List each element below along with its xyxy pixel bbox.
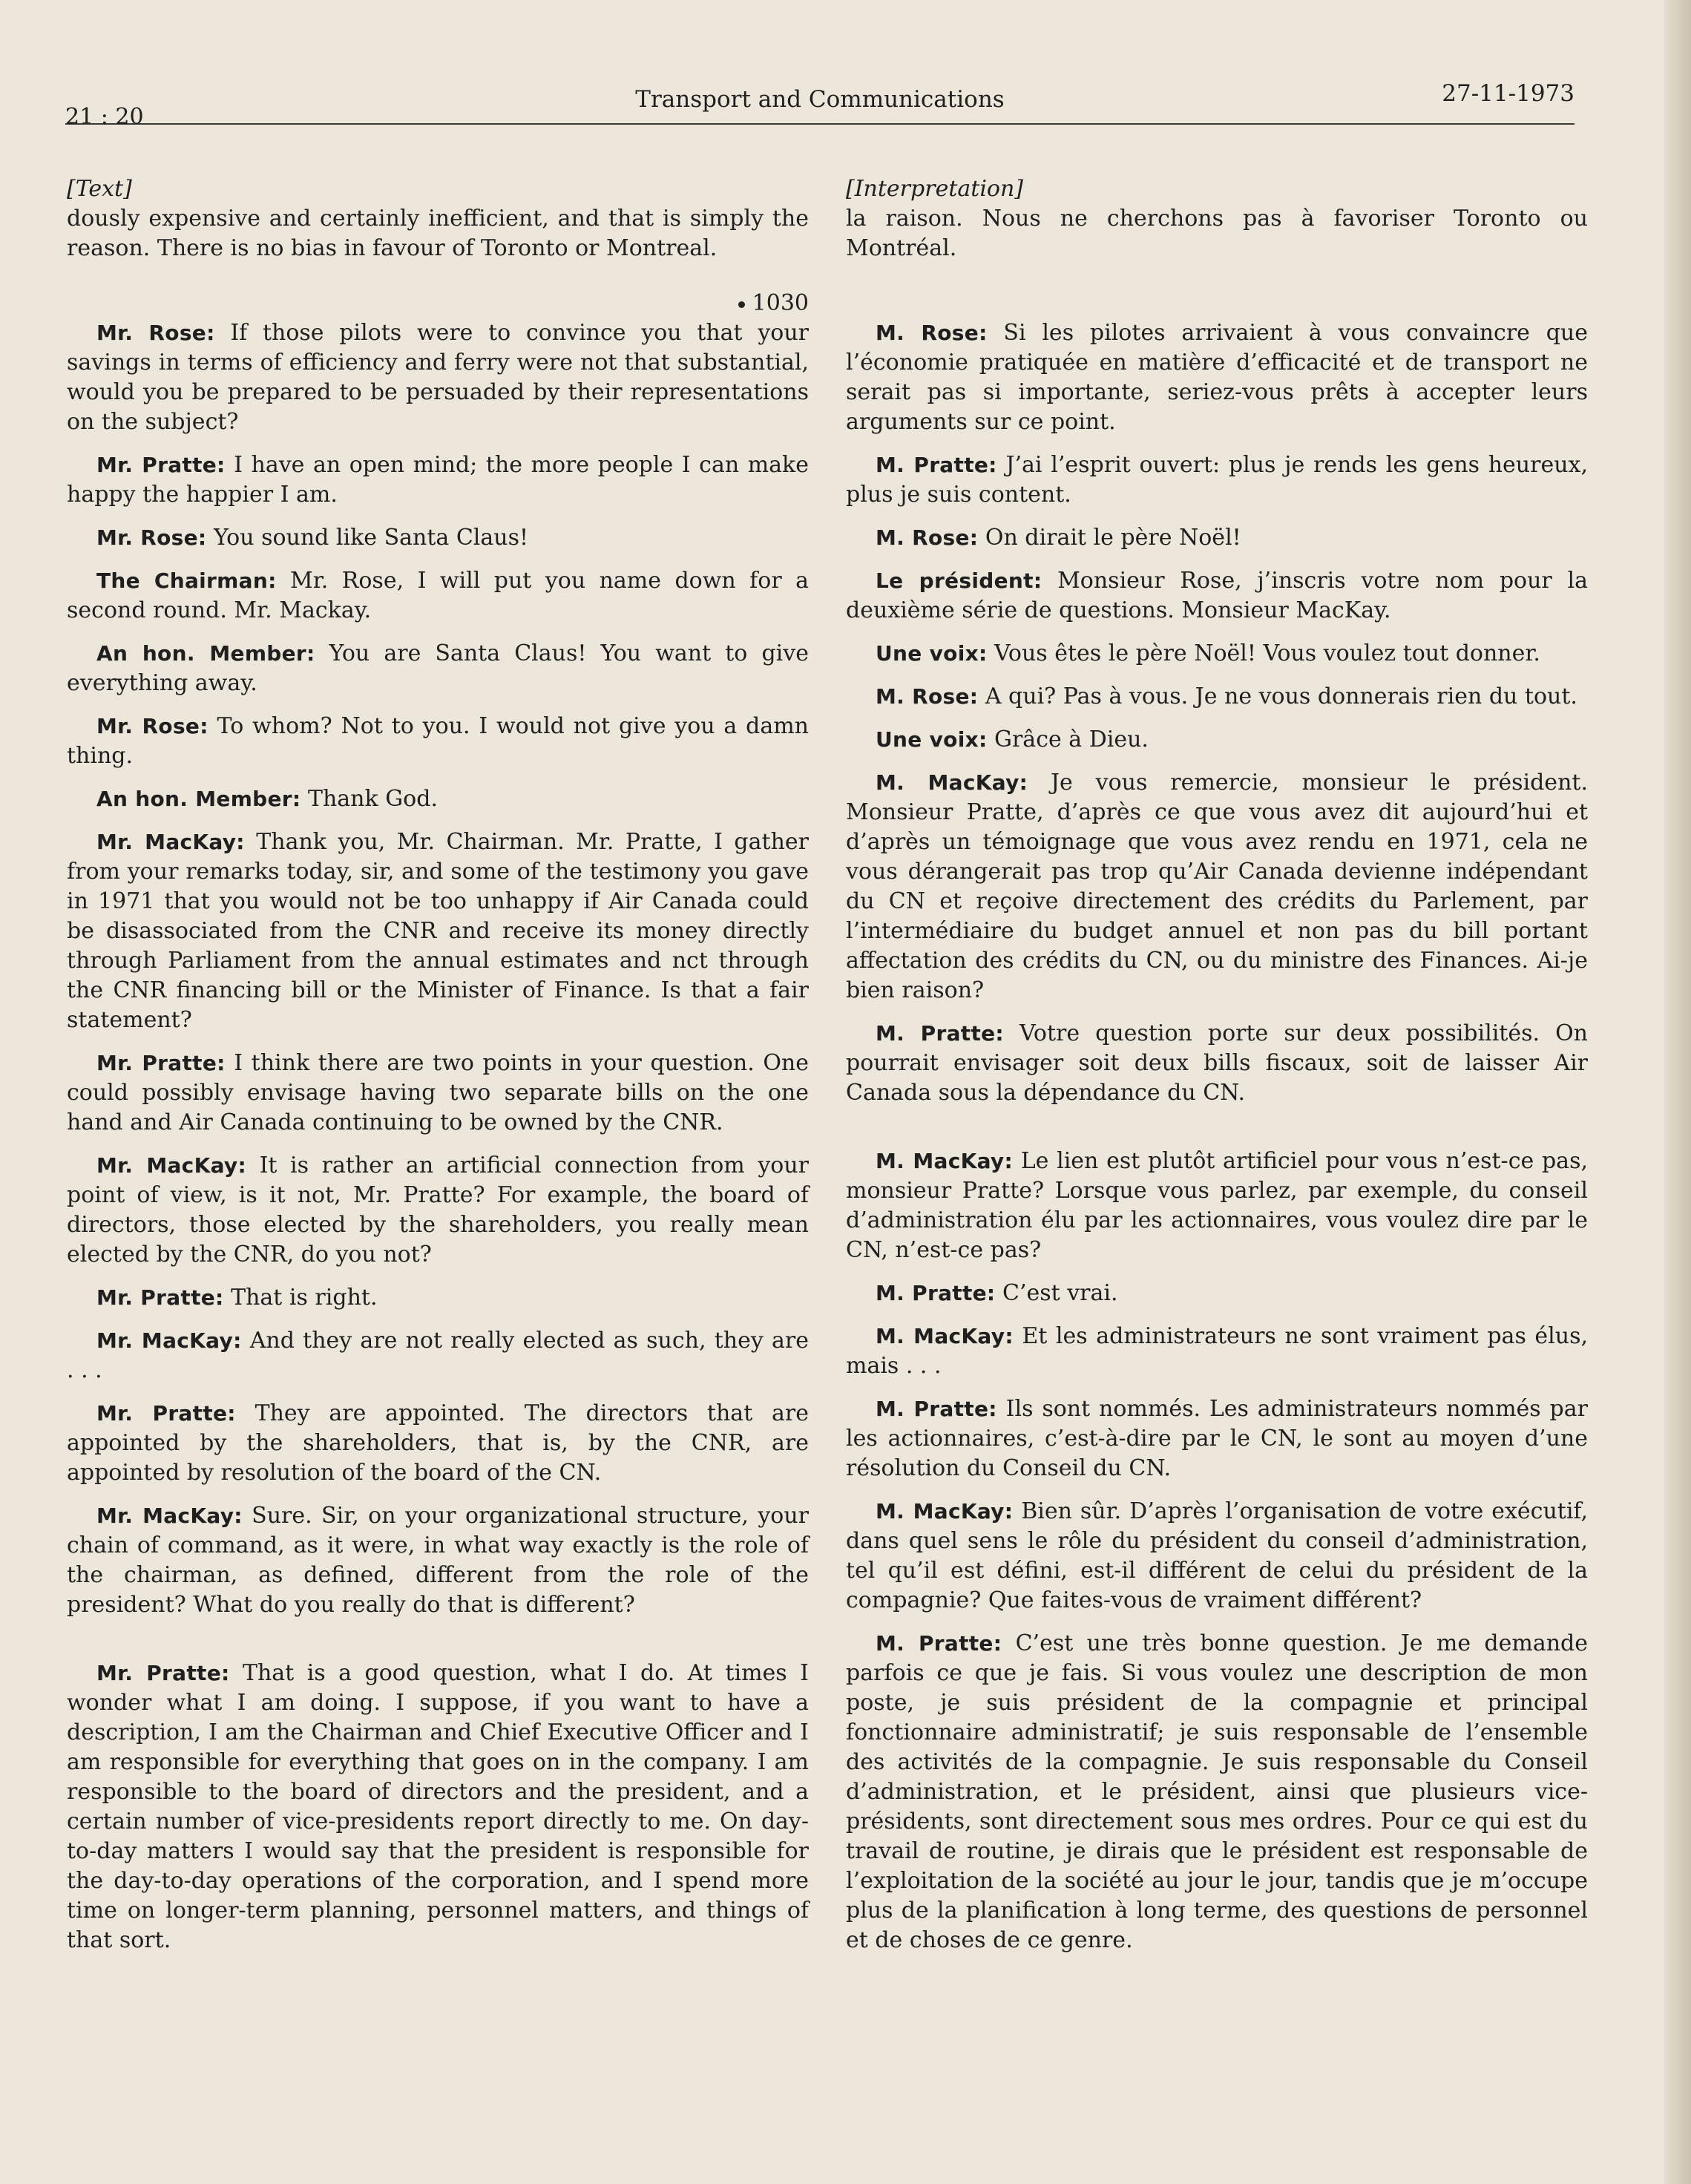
speaker-name: Mr. MacKay: (96, 1503, 243, 1528)
speech-text: They are appointed. The directors that are appointed by the shareholders, that is, by the CNR, are appointed by resolution of the board of the CN. (67, 1400, 810, 1486)
speech-text: Ils sont nommés. Les administrateurs nommés par les actionnaires, c’est-à-dire par le CN, le sont au moyen d’une résolution du Conseil du CN. (846, 1396, 1588, 1481)
speech-paragraph (846, 318, 1588, 437)
page-binding-edge (1664, 0, 1691, 2184)
time-marker (67, 289, 809, 318)
speech-paragraph (846, 639, 1588, 669)
speaker-name: Mr. MacKay: (96, 830, 245, 854)
speech-text: Le lien est plutôt artificiel pour vous n’est-ce pas, monsieur Pratte? Lorsque vous parlez, par exemple, du conseil d’administration élu par les actionnaires, vous voulez dire par le CN, n’est-ce pas? (846, 1148, 1588, 1263)
speaker-name: Mr. Pratte: (96, 1401, 236, 1426)
speaker-name: Mr. Pratte: (96, 1051, 226, 1075)
speaker-name: M. MacKay: (876, 1499, 1014, 1524)
speech-text: J’ai l’esprit ouvert: plus je rends les gens heureux, plus je suis content. (846, 452, 1588, 508)
speech-text: On dirait le père Noël! (985, 525, 1241, 551)
speech-paragraph (846, 725, 1588, 755)
speech-paragraph (846, 566, 1588, 626)
speech-text: You are Santa Claus! You want to give everything away. (67, 640, 809, 696)
speech-paragraph (67, 523, 809, 553)
speaker-name: Une voix: (876, 727, 988, 752)
speech-paragraph (67, 318, 809, 437)
speaker-name: Mr. MacKay: (96, 1153, 246, 1178)
speech-text: I think there are two points in your question. One could possibly envisage having two separate bills on the one hand and Air Canada continuing to be owned by the CNR. (67, 1050, 809, 1135)
speaker-name: Mr. Pratte: (96, 1661, 230, 1685)
speech-paragraph (846, 1279, 1588, 1308)
speech-text: Bien sûr. D’après l’organisation de votre exécutif, dans quel sens le rôle du président du conseil d’administration, tel qu’il est défini, est-il différent de celui du président de la compagnie? Que faites-vous de vraiment différent? (846, 1498, 1588, 1613)
speech-text: Thank you, Mr. Chairman. Mr. Pratte, I gather from your remarks today, sir, and some of the testimony you gave in 1971 that you would not be too unhappy if Air Canada could be disassociated from the CNR and receive its money directly through Parliament from the annual estimates and nct through the CNR financing bill or the Minister of Finance. Is that a fair statement? (67, 829, 809, 1033)
speech-paragraph (67, 827, 809, 1035)
time-marker-label: 1030 (752, 290, 809, 316)
speaker-name: M. MacKay: (876, 1149, 1013, 1173)
speech-paragraph (67, 1049, 809, 1138)
speech-paragraph (846, 682, 1588, 712)
speech-paragraph (846, 1019, 1588, 1108)
speech-text: It is rather an artificial connection from your point of view, is it not, Mr. Pratte? For example, the board of directors, those elected by the shareholders, you really mean elected by the CNR, do you not? (67, 1152, 809, 1268)
speech-text: I have an open mind; the more people I can make happy the happier I am. (67, 452, 809, 508)
speech-paragraph (846, 1629, 1588, 1955)
speech-paragraph (846, 1497, 1588, 1616)
speaker-name: M. Pratte: (876, 1281, 996, 1305)
speech-paragraph (846, 523, 1588, 553)
speech-text: To whom? Not to you. I would not give you a damn thing. (67, 713, 809, 769)
speech-text: Sure. Sir, on your organizational structure, your chain of command, as it were, in what way exactly is the role of the chairman, as defined, different from the role of the president? What do you really do that is different? (67, 1503, 809, 1618)
speaker-name: M. Pratte: (876, 453, 997, 477)
speech-text: Mr. Rose, I will put you name down for a second round. Mr. Mackay. (67, 568, 810, 623)
running-title: Transport and Communications (635, 86, 1005, 113)
speech-paragraph (67, 1326, 809, 1386)
speech-paragraph (67, 1659, 809, 1955)
speech-paragraph (67, 639, 809, 698)
speaker-name: Mr. Rose: (96, 714, 208, 738)
speech-paragraph (67, 450, 809, 510)
speech-text: Monsieur Rose, j’inscris votre nom pour la deuxième série de questions. Monsieur MacKay. (846, 568, 1588, 623)
speech-text: A qui? Pas à vous. Je ne vous donnerais rien du tout. (985, 683, 1577, 709)
speaker-name: The Chairman: (96, 568, 277, 593)
page-number: 21 : 20 (65, 104, 144, 130)
speech-text: C’est une très bonne question. Je me demande parfois ce que je fais. Si vous voulez une description de mon poste, je suis président de la compagnie et principal fonctionnaire administratif; je suis responsable de l’ensemble des activités de la compagnie. Je suis responsable du Conseil d’administration, et le président, ainsi que plusieurs vice-présidents, sont directement sous mes ordres. Pour ce qui est du travail de routine, je dirais que le président est responsable de l’exploitation de la société au jour le jour, tandis que je m’occupe plus de la planification à long terme, des questions de personnel et de choses de ce genre. (846, 1630, 1588, 1953)
speech-text: C’est vrai. (1002, 1280, 1118, 1306)
speech-paragraph (67, 566, 809, 626)
speech-text: Vous êtes le père Noël! Vous voulez tout donner. (994, 640, 1540, 666)
page-date: 27-11-1973 (1442, 80, 1575, 107)
speech-text: Je vous remercie, monsieur le président. Monsieur Pratte, d’après ce que vous avez dit aujourd’hui et d’après un témoignage que vous avez rendu en 1971, cela ne vous dérangerait pas trop qu’Air Canada devienne indépendant du CN et reçoive directement des crédits du Parlement, par l’intermédiaire du budget annuel et non pas du bill portant affectation des crédits du CN, ou du ministre des Finances. Ai-je bien raison? (846, 770, 1588, 1003)
speaker-name: M. Rose: (876, 321, 988, 345)
opening-paragraph: dously expensive and certainly inefficient, and that is simply the reason. There is no bias in favour of Toronto or Montreal. (67, 206, 809, 261)
bullet-icon (738, 301, 745, 308)
speech-paragraph (67, 1151, 809, 1270)
speaker-name: M. Rose: (876, 525, 979, 550)
speaker-name: Mr. Rose: (96, 525, 207, 550)
speaker-name: Une voix: (876, 641, 988, 666)
speech-text: Et les administrateurs ne sont vraiment pas élus, mais . . . (846, 1323, 1589, 1379)
speech-text: Votre question porte sur deux possibilités. On pourrait envisager soit deux bills fiscaux, soit de laisser Air Canada sous la dépendance du CN. (846, 1020, 1588, 1106)
speaker-name: An hon. Member: (96, 787, 301, 811)
speech-text: You sound like Santa Claus! (213, 525, 529, 551)
opening-paragraph: la raison. Nous ne cherchons pas à favoriser Toronto ou Montréal. (846, 206, 1588, 261)
speech-text: If those pilots were to convince you that your savings in terms of efficiency and ferry were not that substantial, would you be prepared to be persuaded by their representations on the subject? (67, 320, 809, 435)
speech-text: Grâce à Dieu. (994, 727, 1149, 752)
section-label: [Interpretation] (846, 176, 1024, 202)
speech-paragraph (67, 1283, 809, 1313)
speech-text: And they are not really elected as such, they are . . . (67, 1328, 809, 1383)
speaker-name: Mr. Pratte: (96, 453, 226, 477)
speech-paragraph (846, 768, 1588, 1006)
speech-paragraph (67, 1399, 809, 1488)
speaker-name: M. Pratte: (876, 1397, 997, 1421)
speech-paragraph (846, 450, 1588, 510)
french-column (846, 174, 1588, 1969)
speech-paragraph (846, 1394, 1588, 1483)
speaker-name: Mr. MacKay: (96, 1328, 242, 1353)
speech-text: That is a good question, what I do. At times I wonder what I am doing. I suppose, if you want to have a description, I am the Chairman and Chief Executive Officer and I am responsible for everything that goes on in the company. I am responsible to the board of directors and the president, and a certain number of vice-presidents report directly to me. On day-to-day matters I would say that the president is responsible for the day-to-day operations of the corporation, and I spend more time on longer-term planning, personnel matters, and things of that sort. (67, 1660, 809, 1953)
english-column (67, 174, 809, 1969)
speaker-name: M. Pratte: (876, 1021, 1004, 1046)
speech-paragraph (67, 712, 809, 771)
speech-paragraph (846, 1147, 1588, 1265)
page-header (65, 80, 1575, 130)
speech-paragraph (67, 784, 809, 814)
speaker-name: Le président: (876, 568, 1042, 593)
speech-paragraph (846, 1322, 1588, 1381)
speech-text: Thank God. (307, 786, 438, 812)
speaker-name: M. Pratte: (876, 1631, 1002, 1656)
speech-text: Si les pilotes arrivaient à vous convaincre que l’économie pratiquée en matière d’efficacité et de transport ne serait pas si importante, seriez-vous prêts à accepter leurs arguments sur ce point. (846, 320, 1588, 435)
speaker-name: Mr. Rose: (96, 321, 215, 345)
speaker-name: M. MacKay: (876, 770, 1028, 795)
speech-text: That is right. (231, 1285, 378, 1311)
speaker-name: M. MacKay: (876, 1324, 1014, 1348)
speaker-name: Mr. Pratte: (96, 1285, 224, 1310)
speaker-name: An hon. Member: (96, 641, 315, 666)
section-label: [Text] (67, 176, 132, 202)
speaker-name: M. Rose: (876, 684, 979, 709)
speech-paragraph (67, 1501, 809, 1620)
